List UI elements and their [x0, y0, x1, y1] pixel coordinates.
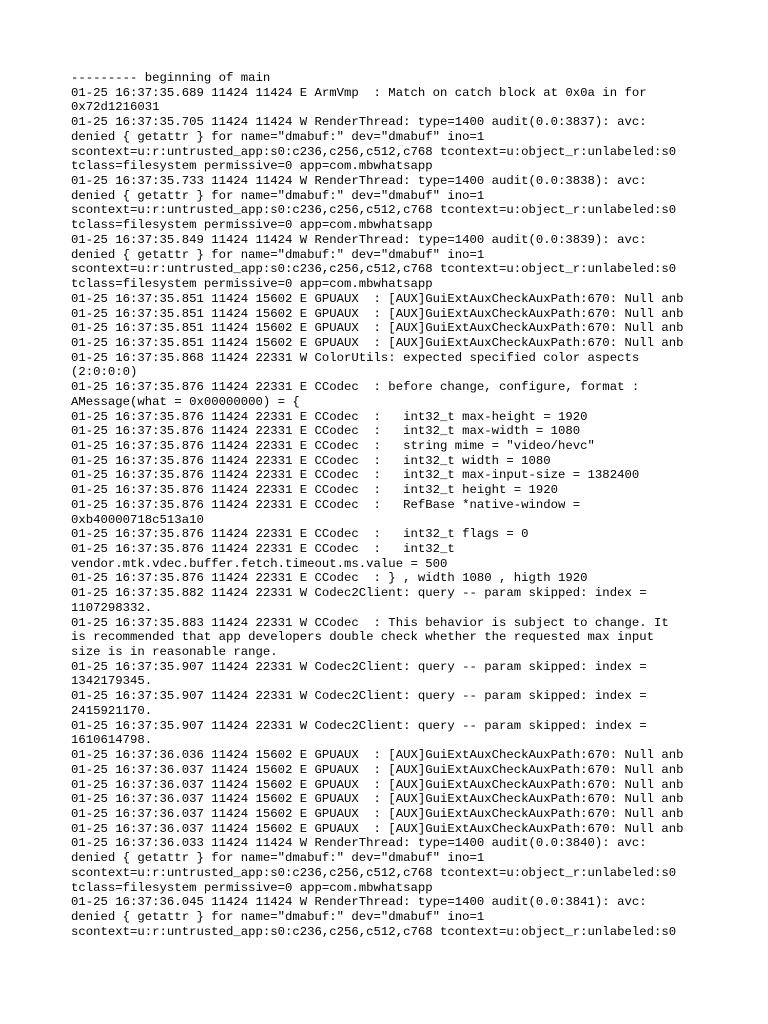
log-line: 0x72d1216031 — [71, 100, 160, 115]
log-line: 01-25 16:37:36.037 11424 15602 E GPUAUX : [AUX]GuiExtAuxCheckAuxPath:670: Null anb — [71, 777, 684, 792]
log-line: 01-25 16:37:35.849 11424 11424 W RenderThread: type=1400 audit(0.0:3839): avc: — [71, 232, 647, 247]
log-line: size is in reasonable range. — [71, 645, 278, 660]
log-line: 01-25 16:37:36.045 11424 11424 W RenderThread: type=1400 audit(0.0:3841): avc: — [71, 895, 647, 910]
log-line: 1107298332. — [71, 600, 153, 615]
log-line: denied { getattr } for name="dmabuf:" dev="dmabuf" ino=1 — [71, 129, 485, 144]
log-line: 01-25 16:37:35.876 11424 22331 E CCodec : int32_t max-input-size = 1382400 — [71, 468, 640, 483]
log-line: scontext=u:r:untrusted_app:s0:c236,c256,c512,c768 tcontext=u:object_r:unlabeled:s0 — [71, 924, 677, 939]
log-line: 01-25 16:37:35.907 11424 22331 W Codec2Client: query -- param skipped: index = — [71, 718, 647, 733]
log-line: 01-25 16:37:36.037 11424 15602 E GPUAUX : [AUX]GuiExtAuxCheckAuxPath:670: Null anb — [71, 762, 684, 777]
log-line: 01-25 16:37:35.705 11424 11424 W RenderThread: type=1400 audit(0.0:3837): avc: — [71, 115, 647, 130]
log-line: 01-25 16:37:35.868 11424 22331 W ColorUtils: expected specified color aspects — [71, 350, 640, 365]
log-line: 01-25 16:37:35.882 11424 22331 W Codec2Client: query -- param skipped: index = — [71, 586, 647, 601]
log-line: 01-25 16:37:35.876 11424 22331 E CCodec : int32_t max-height = 1920 — [71, 409, 588, 424]
log-line: 1610614798. — [71, 733, 153, 748]
log-line: (2:0:0:0) — [71, 365, 138, 380]
log-line: denied { getattr } for name="dmabuf:" dev="dmabuf" ino=1 — [71, 851, 485, 866]
log-line: 01-25 16:37:36.037 11424 15602 E GPUAUX : [AUX]GuiExtAuxCheckAuxPath:670: Null anb — [71, 792, 684, 807]
log-line: 01-25 16:37:35.851 11424 15602 E GPUAUX : [AUX]GuiExtAuxCheckAuxPath:670: Null anb — [71, 321, 684, 336]
log-line: tclass=filesystem permissive=0 app=com.mbwhatsapp — [71, 218, 433, 233]
log-line: 01-25 16:37:35.733 11424 11424 W RenderThread: type=1400 audit(0.0:3838): avc: — [71, 174, 647, 189]
log-line: 01-25 16:37:35.876 11424 22331 E CCodec : before change, configure, format : — [71, 380, 640, 395]
log-line: tclass=filesystem permissive=0 app=com.mbwhatsapp — [71, 159, 433, 174]
log-line: 01-25 16:37:35.876 11424 22331 E CCodec : } , width 1080 , higth 1920 — [71, 571, 588, 586]
log-line: 01-25 16:37:35.883 11424 22331 W CCodec : This behavior is subject to change. It — [71, 615, 669, 630]
log-line: 01-25 16:37:35.876 11424 22331 E CCodec : int32_t max-width = 1080 — [71, 424, 581, 439]
log-line: 01-25 16:37:35.876 11424 22331 E CCodec : RefBase *native-window = — [71, 497, 581, 512]
log-line: 01-25 16:37:36.037 11424 15602 E GPUAUX : [AUX]GuiExtAuxCheckAuxPath:670: Null anb — [71, 821, 684, 836]
log-line: is recommended that app developers double check whether the requested max input — [71, 630, 654, 645]
log-line: denied { getattr } for name="dmabuf:" dev="dmabuf" ino=1 — [71, 247, 485, 262]
log-line: 01-25 16:37:35.876 11424 22331 E CCodec : int32_t — [71, 542, 455, 556]
log-line: --------- beginning of main — [71, 71, 271, 85]
log-line: 01-25 16:37:35.907 11424 22331 W Codec2Client: query -- param skipped: index = — [71, 689, 647, 704]
log-line: 01-25 16:37:35.851 11424 15602 E GPUAUX : [AUX]GuiExtAuxCheckAuxPath:670: Null anb — [71, 335, 684, 350]
log-line: 01-25 16:37:35.876 11424 22331 E CCodec : int32_t height = 1920 — [71, 483, 559, 498]
log-line: 01-25 16:37:35.876 11424 22331 E CCodec : string mime = "video/hevc" — [71, 438, 595, 453]
log-line: 01-25 16:37:36.037 11424 15602 E GPUAUX : [AUX]GuiExtAuxCheckAuxPath:670: Null anb — [71, 806, 684, 821]
log-line: vendor.mtk.vdec.buffer.fetch.timeout.ms.value = 500 — [71, 556, 448, 571]
log-line: scontext=u:r:untrusted_app:s0:c236,c256,c512,c768 tcontext=u:object_r:unlabeled:s0 — [71, 262, 677, 277]
log-line: denied { getattr } for name="dmabuf:" dev="dmabuf" ino=1 — [71, 188, 485, 203]
log-line: 01-25 16:37:35.851 11424 15602 E GPUAUX : [AUX]GuiExtAuxCheckAuxPath:670: Null anb — [71, 306, 684, 321]
log-line: 1342179345. — [71, 674, 153, 689]
log-line: 01-25 16:37:36.036 11424 15602 E GPUAUX : [AUX]GuiExtAuxCheckAuxPath:670: Null anb — [71, 748, 684, 763]
log-line: denied { getattr } for name="dmabuf:" dev="dmabuf" ino=1 — [71, 909, 485, 924]
log-line: 01-25 16:37:35.876 11424 22331 E CCodec : int32_t width = 1080 — [71, 453, 551, 468]
log-line: scontext=u:r:untrusted_app:s0:c236,c256,c512,c768 tcontext=u:object_r:unlabeled:s0 — [71, 865, 677, 880]
log-line: 01-25 16:37:35.851 11424 15602 E GPUAUX : [AUX]GuiExtAuxCheckAuxPath:670: Null anb — [71, 291, 684, 306]
log-line: AMessage(what = 0x00000000) = { — [71, 394, 300, 409]
log-line: 01-25 16:37:35.907 11424 22331 W Codec2Client: query -- param skipped: index = — [71, 659, 647, 674]
log-line: 2415921170. — [71, 703, 153, 718]
log-line: 01-25 16:37:36.033 11424 11424 W RenderThread: type=1400 audit(0.0:3840): avc: — [71, 836, 647, 851]
log-line: tclass=filesystem permissive=0 app=com.mbwhatsapp — [71, 277, 433, 292]
log-line: 0xb40000718c513a10 — [71, 512, 204, 527]
log-line: scontext=u:r:untrusted_app:s0:c236,c256,c512,c768 tcontext=u:object_r:unlabeled:s0 — [71, 203, 677, 218]
log-line: 01-25 16:37:35.689 11424 11424 E ArmVmp : Match on catch block at 0x0a in for — [71, 85, 647, 100]
log-line: scontext=u:r:untrusted_app:s0:c236,c256,c512,c768 tcontext=u:object_r:unlabeled:s0 — [71, 144, 677, 159]
log-text-block — [71, 71, 711, 939]
log-line: 01-25 16:37:35.876 11424 22331 E CCodec : int32_t flags = 0 — [71, 527, 529, 542]
log-line: tclass=filesystem permissive=0 app=com.mbwhatsapp — [71, 880, 433, 895]
